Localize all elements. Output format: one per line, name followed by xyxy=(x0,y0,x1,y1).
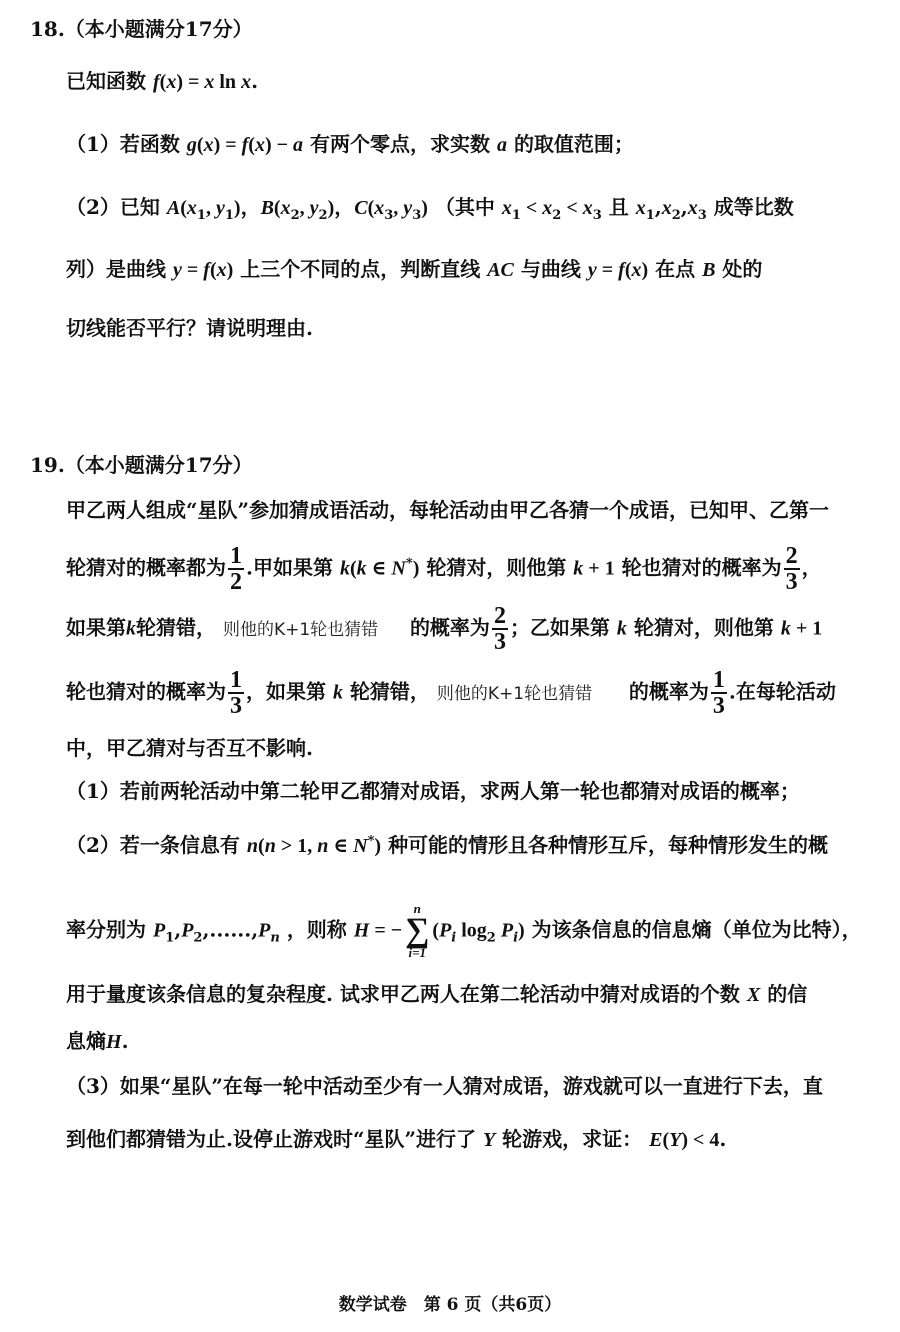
fraction-one-third: $\frac{1}{3}$ xyxy=(230,667,242,719)
q19-part3-line1: （3）如果“星队”在每一轮中活动至少有一人猜对成语，游戏就可以一直进行下去，直 xyxy=(66,1074,823,1098)
q18-part2-line2: 列）是曲线 y = f(x) 上三个不同的点，判断直线 AC 与曲线 y = f(x) 在点 B 处的 xyxy=(66,257,763,281)
q19-part2-line1: （2）若一条信息有 n(n > 1, n ∈ N*) 种可能的情形且各种情形互斥，每种情形发生的概 xyxy=(66,833,829,857)
q19-line1: 甲乙两人组成“星队”参加猜成语活动，每轮活动由甲乙各猜一个成语，已知甲、乙第一 xyxy=(66,498,830,522)
inserted-note: 则他的K+1轮也猜错 xyxy=(222,619,379,640)
page-footer: 数学试卷 第 6 页（共6页） xyxy=(338,1295,562,1315)
q19-part2-line2: 率分别为 $P_1,P_2,......,P_n$ ，则称 H = − n ∑ i=1 ($P_i$ $\log_2 P_i$) 为该条信息的信息熵（单位为比特）， xyxy=(66,901,862,960)
q18-part2-line1: （2）已知 $A(x_1$, $y_1$)，$B(x_2$, $y_2$)，$C(x_3$, $y_3$) （其中 $x_1 < x_2 < x_3$ 且 $x_1,x_2,x_3$ 成等比数 xyxy=(66,195,794,223)
q19-part2-line4: 息熵H. xyxy=(66,1029,129,1053)
inserted-note: 则他的K+1轮也猜错 xyxy=(436,683,593,704)
q19-part3-line2: 到他们都猜错为止.设停止游戏时“星队”进行了 Y 轮游戏，求证： E(Y) < 4. xyxy=(66,1127,727,1151)
fraction-one-third: $\frac{1}{3}$ xyxy=(712,667,725,719)
fraction-two-thirds: $\frac{2}{3}$ xyxy=(493,603,506,655)
fraction-two-thirds: $\frac{2}{3}$ xyxy=(785,543,798,595)
q18-given: 已知函数 f(x) = x ln x. xyxy=(66,69,259,93)
q19-part1: （1）若前两轮活动中第二轮甲乙都猜对成语，求两人第一轮也都猜对成语的概率； xyxy=(66,779,800,803)
q18-part1: （1）若函数 g(x) = f(x) − a 有两个零点，求实数 a 的取值范围； xyxy=(66,132,634,156)
q19-line5: 中，甲乙猜对与否互不影响. xyxy=(66,736,313,760)
q18-header: 18.（本小题满分17分） xyxy=(30,17,253,41)
q19-line4: 轮也猜对的概率为 $\frac{1}{3}$ ，如果第 k 轮猜错， 则他的K+1轮也猜错 的概率为 $\frac{1}{3}$ .在每轮活动 xyxy=(66,667,836,719)
fraction-one-half: $\frac{1}{2}$ xyxy=(230,543,242,595)
summation-sign: n ∑ i=1 xyxy=(405,901,430,960)
q19-header: 19.（本小题满分17分） xyxy=(30,453,253,477)
q19-line3: 如果第k轮猜错， 则他的K+1轮也猜错 的概率为 $\frac{2}{3}$ ；乙如果第 k 轮猜对，则他第 k + 1 xyxy=(66,603,823,655)
q18-part2-line3: 切线能否平行？请说明理由. xyxy=(66,316,313,340)
q19-line2: 轮猜对的概率都为 $\frac{1}{2}$ .甲如果第 k(k ∈ N*) 轮猜对，则他第 k + 1 轮也猜对的概率为 $\frac{2}{3}$ ， xyxy=(66,543,822,595)
q19-part2-line3: 用于量度该条信息的复杂程度. 试求甲乙两人在第二轮活动中猜对成语的个数 X 的信 xyxy=(66,982,808,1006)
